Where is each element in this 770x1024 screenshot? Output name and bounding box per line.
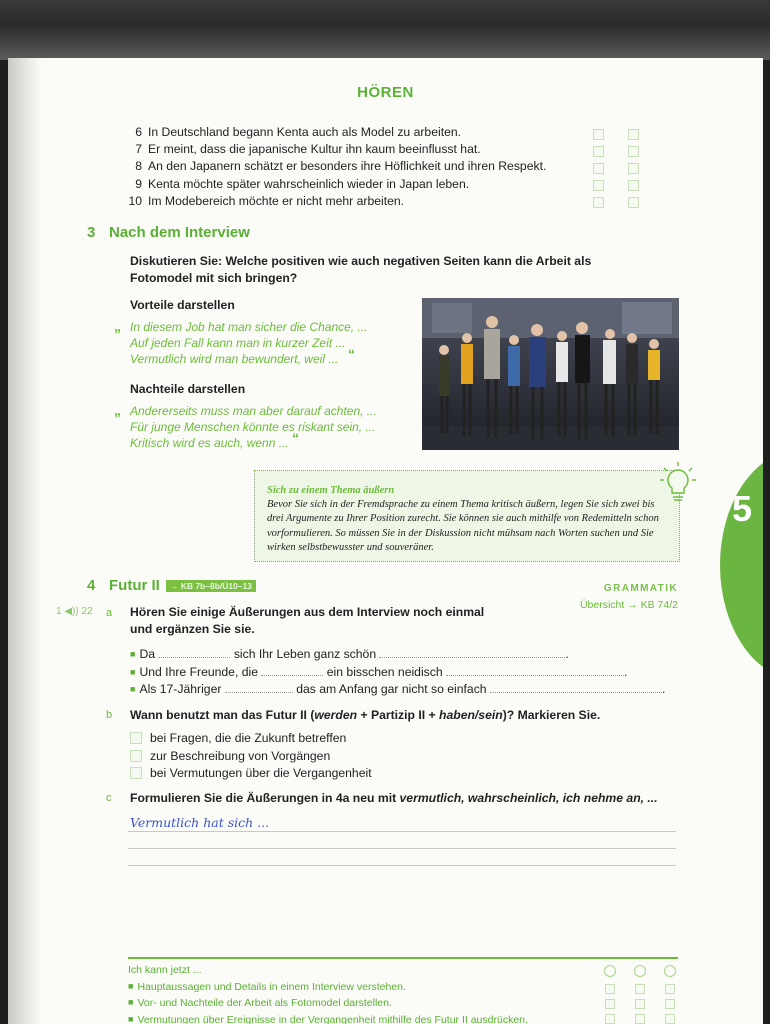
workbook-page (8, 58, 763, 1024)
option-item: zur Beschreibung von Vorgängen (130, 748, 372, 766)
writing-line[interactable] (128, 848, 676, 849)
statement-item: 9 Kenta möchte später wahrscheinlich wieder in Japan leben. (135, 176, 470, 191)
handwritten-answer: Vermutlich hat sich ... (130, 815, 270, 830)
section-3-title: Nach dem Interview (109, 224, 250, 241)
blank[interactable] (225, 681, 293, 693)
task-c-instruction: Formulieren Sie die Äußerungen in 4a neu mit vermutlich, wahrscheinlich, ich nehme an, ... (130, 791, 658, 805)
statement-item: 6 In Deutschland begann Kenta auch als Model zu arbeiten. (135, 125, 462, 139)
self-assessment (128, 963, 528, 1024)
pros-list (130, 319, 367, 367)
section-4-number: 4 (87, 577, 96, 594)
quote-close-mark: “ (292, 430, 299, 446)
task-letter-a: a (106, 607, 113, 619)
checkbox-true[interactable] (593, 180, 604, 191)
phrase: Vermutlich wird man bewundert, weil ... (130, 352, 339, 366)
lightbulb-icon (658, 460, 698, 508)
task-b-instruction: Wann benutzt man das Futur II (werden + Partizip II + haben/sein)? Markieren Sie. (130, 708, 601, 722)
rating-box[interactable] (665, 1014, 675, 1024)
statement-item: 8 An den Japanern schätzt er besonders ihre Höflichkeit und ihren Respekt. (135, 159, 547, 174)
grammar-label: GRAMMATIK (603, 583, 678, 594)
self-assessment-intro: Ich kann jetzt ... (128, 964, 202, 976)
rating-box[interactable] (605, 999, 615, 1009)
checkbox-false[interactable] (628, 146, 639, 157)
checkbox-false[interactable] (628, 197, 639, 208)
writing-line[interactable] (128, 831, 676, 832)
checkbox-false[interactable] (628, 163, 639, 174)
fashion-show-photo (422, 298, 679, 450)
quote-close-mark: “ (348, 346, 355, 362)
statement-item: 7 Er meint, dass die japanische Kultur ihn kaum beeinflusst hat. (135, 142, 481, 157)
smiley-happy-icon (604, 965, 616, 977)
quote-open-mark: „ (114, 402, 121, 418)
gap-fill-line: ■ Da sich Ihr Leben ganz schön . (130, 647, 569, 661)
blank[interactable] (446, 664, 624, 676)
statement-item: 10 Im Modebereich möchte er nicht mehr arbeiten. (128, 193, 405, 208)
rating-box[interactable] (605, 1014, 615, 1024)
audio-track-label: 1 ◀)) 22 (56, 606, 93, 617)
task-a-instruction: Hören Sie einige Äußerungen aus dem Interview noch einmal und ergänzen Sie sie. (130, 605, 485, 636)
cons-list (130, 403, 377, 451)
phrase: Andererseits muss man aber darauf achten, ... (130, 404, 377, 418)
option-item: bei Fragen, die die Zukunft betreffen (130, 730, 372, 748)
cons-title: Nachteile darstellen (130, 382, 246, 396)
rating-box[interactable] (665, 984, 675, 994)
blank[interactable] (490, 681, 662, 693)
rating-box[interactable] (665, 999, 675, 1009)
self-assessment-item: ■ Hauptaussagen und Details in einem Interview verstehen. (128, 980, 406, 993)
checkbox-true[interactable] (593, 129, 604, 140)
option-checkbox[interactable] (130, 767, 142, 779)
gap-fill-line: ■ Als 17-Jähriger das am Anfang gar nicht so einfach . (130, 682, 666, 696)
section-4-title-wrap (109, 577, 256, 594)
option-checkbox[interactable] (130, 732, 142, 744)
overview-reference: Übersicht → KB 74/2 (579, 599, 678, 611)
section-3-task: Diskutieren Sie: Welche positiven wie auch negativen Seiten kann die Arbeit als Fotomodel mit sich bringen? (130, 254, 592, 285)
self-assessment-item: ■ Vermutungen über Ereignisse in der Vergangenheit mithilfe des Futur II ausdrücken. (128, 1013, 528, 1024)
statement-list (128, 124, 546, 210)
section-3-number: 3 (87, 224, 96, 241)
rating-box[interactable] (635, 984, 645, 994)
section-header: HÖREN (357, 84, 414, 101)
footer-rule (128, 957, 678, 959)
blank[interactable] (261, 664, 323, 676)
blank[interactable] (158, 646, 230, 658)
scanner-edge (0, 0, 770, 60)
option-item: bei Vermutungen über die Vergangenheit (130, 765, 372, 783)
kb-reference-badge: → KB 7b–8b/Ü10–13 (166, 580, 256, 592)
rating-box[interactable] (635, 999, 645, 1009)
chapter-tab (720, 450, 763, 680)
tip-title: Sich zu einem Thema äußern (267, 485, 395, 496)
gap-fill-line: ■ Und Ihre Freunde, die ein bisschen neidisch . (130, 664, 628, 679)
phrase: Kritisch wird es auch, wenn ... (130, 436, 289, 450)
rating-box[interactable] (605, 984, 615, 994)
checkbox-true[interactable] (593, 197, 604, 208)
rating-box[interactable] (635, 1014, 645, 1024)
phrase: In diesem Job hat man sicher die Chance, ... (130, 320, 368, 334)
option-list (130, 730, 372, 783)
chapter-number: 5 (732, 488, 753, 529)
quote-open-mark: „ (114, 318, 121, 334)
task-letter-c: c (106, 792, 112, 804)
phrase: Für junge Menschen könnte es riskant sein, ... (130, 420, 376, 434)
writing-line[interactable] (128, 865, 676, 866)
page-binding-shadow (8, 58, 42, 1024)
checkbox-false[interactable] (628, 129, 639, 140)
pros-title: Vorteile darstellen (130, 298, 235, 312)
self-assessment-item: ■ Vor- und Nachteile der Arbeit als Fotomodel darstellen. (128, 997, 392, 1009)
tip-text: Bevor Sie sich in der Fremdsprache zu einem Thema kritisch äußern, legen Sie sich zwei bis drei Argumente zu Ihrer Position zurecht. Sie können sie auch mithilfe von Redemitteln schon vorformulieren. So müssen Sie in der Diskussion nicht mühsam nach Worten suchen und Sie wirken selbstbewusster und souveräner. (267, 499, 659, 554)
blank[interactable] (379, 646, 565, 658)
section-4-title: Futur II (109, 577, 160, 594)
smiley-neutral-icon (634, 965, 646, 977)
gap-fill-list (130, 646, 665, 699)
smiley-sad-icon (664, 965, 676, 977)
phrase: Auf jeden Fall kann man in kurzer Zeit ... (130, 336, 346, 350)
option-checkbox[interactable] (130, 750, 142, 762)
checkbox-true[interactable] (593, 163, 604, 174)
task-letter-b: b (106, 709, 113, 721)
checkbox-false[interactable] (628, 180, 639, 191)
checkbox-true[interactable] (593, 146, 604, 157)
tip-box (254, 470, 680, 562)
